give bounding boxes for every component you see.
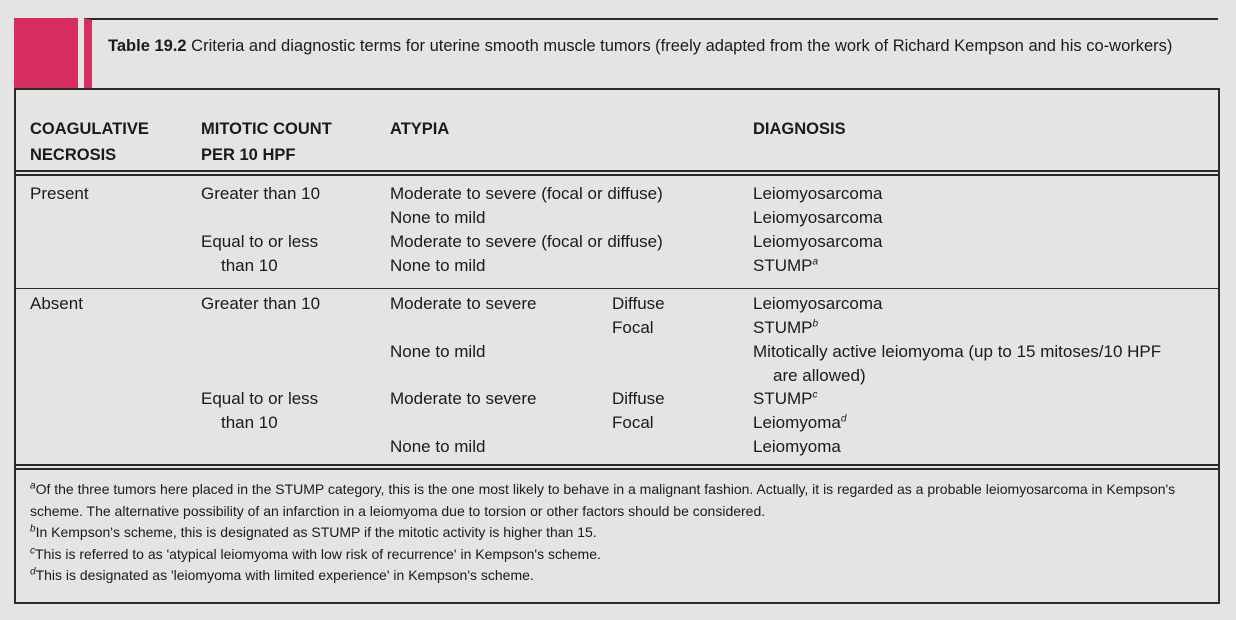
cell-present-r1-atypia: Moderate to severe (focal or diffuse) xyxy=(390,184,663,203)
cell-mitotic-absent-gt: Greater than 10 xyxy=(201,294,321,313)
footnote-c-text: This is referred to as 'atypical leiomyoma with low risk of recurrence' in Kempson's scheme. xyxy=(35,545,601,562)
cell-mitotic-present-le-line2: than 10 xyxy=(221,256,278,275)
header-necrosis-line2: NECROSIS xyxy=(30,146,117,164)
cell-necrosis-absent: Absent xyxy=(30,294,83,313)
footnote-c xyxy=(30,544,1210,566)
absent-r3-diagnosis-line2: are allowed) xyxy=(773,366,866,385)
header-rule xyxy=(16,170,1218,176)
footnote-d-text: This is designated as 'leiomyoma with limited experience' in Kempson's scheme. xyxy=(35,567,534,583)
absent-r2-diagnosis-text: STUMP xyxy=(753,318,813,337)
footnote-a-mark: a xyxy=(30,480,36,492)
footnote-marker-c: c xyxy=(812,389,818,401)
footnote-b-mark: b xyxy=(30,523,36,535)
footnote-c-mark: c xyxy=(30,544,35,556)
footnote-marker-b: b xyxy=(812,318,819,330)
group-divider xyxy=(16,288,1218,289)
accent-block xyxy=(14,18,78,88)
footnote-d-mark: d xyxy=(30,566,36,578)
table-caption-text: Criteria and diagnostic terms for uterine smooth muscle tumors (freely adapted from the work of Richard Kempson and his co-workers) xyxy=(191,37,1173,55)
footnote-b-text: In Kempson's scheme, this is designated as STUMP if the mitotic activity is higher than 15. xyxy=(35,524,597,540)
footnote-a xyxy=(30,479,1210,522)
footer-rule xyxy=(16,464,1218,470)
cell-mitotic-absent-le-line1: Equal to or less xyxy=(201,389,319,408)
header-mitotic-count xyxy=(201,116,332,168)
table xyxy=(14,88,1220,604)
cell-mitotic-present-le-line1: Equal to or less xyxy=(201,232,319,251)
footnote-a-text: Of the three tumors here placed in the STUMP category, this is the one most likely to behave in a malignant fashion. Actually, it is regarded as a probable leiomyosarcoma in Kempson's scheme. The alternative possibility of an infarction in a leiomyoma due to torsion or other factors should be considered. xyxy=(30,481,1176,519)
cell-absent-r3-diagnosis xyxy=(753,340,1161,388)
cell-present-r3-diagnosis: Leiomyosarcoma xyxy=(753,232,883,251)
absent-r4-diagnosis-text: STUMP xyxy=(753,389,813,408)
header-mitotic-line1: MITOTIC COUNT xyxy=(201,120,332,138)
cell-mitotic-present-le xyxy=(201,230,318,278)
absent-r5-diagnosis-text: Leiomyoma xyxy=(753,413,841,432)
cell-absent-r6-atypia: None to mild xyxy=(390,437,486,456)
cell-absent-r1-atypia: Moderate to severe xyxy=(390,294,537,313)
cell-present-r2-diagnosis: Leiomyosarcoma xyxy=(753,208,883,227)
cell-mitotic-present-gt: Greater than 10 xyxy=(201,184,321,203)
cell-absent-r4-atypia: Moderate to severe xyxy=(390,389,537,408)
cell-absent-r5-diagnosis xyxy=(753,411,846,435)
header-necrosis-line1: COAGULATIVE xyxy=(30,120,149,138)
cell-absent-r5-extent: Focal xyxy=(612,413,654,432)
header-mitotic-line2: PER 10 HPF xyxy=(201,146,296,164)
header-diagnosis: DIAGNOSIS xyxy=(753,120,846,138)
header-atypia: ATYPIA xyxy=(390,120,450,138)
footnote-marker-a: a xyxy=(812,256,819,268)
cell-absent-r1-extent: Diffuse xyxy=(612,294,665,313)
cell-present-r4-diagnosis xyxy=(753,254,818,278)
footnote-d xyxy=(30,565,1210,587)
cell-absent-r4-extent: Diffuse xyxy=(612,389,665,408)
cell-absent-r2-extent: Focal xyxy=(612,318,654,337)
cell-present-r3-atypia: Moderate to severe (focal or diffuse) xyxy=(390,232,663,251)
footnotes xyxy=(30,479,1210,587)
header-necrosis xyxy=(30,116,149,168)
cell-absent-r2-diagnosis xyxy=(753,316,818,340)
cell-mitotic-absent-le-line2: than 10 xyxy=(221,413,278,432)
cell-absent-r4-diagnosis xyxy=(753,387,818,411)
cell-present-r2-atypia: None to mild xyxy=(390,208,486,227)
footnote-marker-d: d xyxy=(840,413,847,425)
cell-absent-r3-atypia: None to mild xyxy=(390,342,486,361)
present-r4-diagnosis-text: STUMP xyxy=(753,256,813,275)
cell-absent-r6-diagnosis: Leiomyoma xyxy=(753,437,841,456)
table-caption xyxy=(108,35,1208,58)
cell-absent-r1-diagnosis: Leiomyosarcoma xyxy=(753,294,883,313)
cell-necrosis-present: Present xyxy=(30,184,89,203)
cell-mitotic-absent-le xyxy=(201,387,318,435)
cell-present-r1-diagnosis: Leiomyosarcoma xyxy=(753,184,883,203)
table-label: Table 19.2 xyxy=(108,37,187,55)
absent-r3-diagnosis-line1: Mitotically active leiomyoma (up to 15 mitoses/10 HPF xyxy=(753,342,1162,361)
cell-present-r4-atypia: None to mild xyxy=(390,256,486,275)
table-caption-box xyxy=(84,18,1218,88)
footnote-b xyxy=(30,522,1210,544)
